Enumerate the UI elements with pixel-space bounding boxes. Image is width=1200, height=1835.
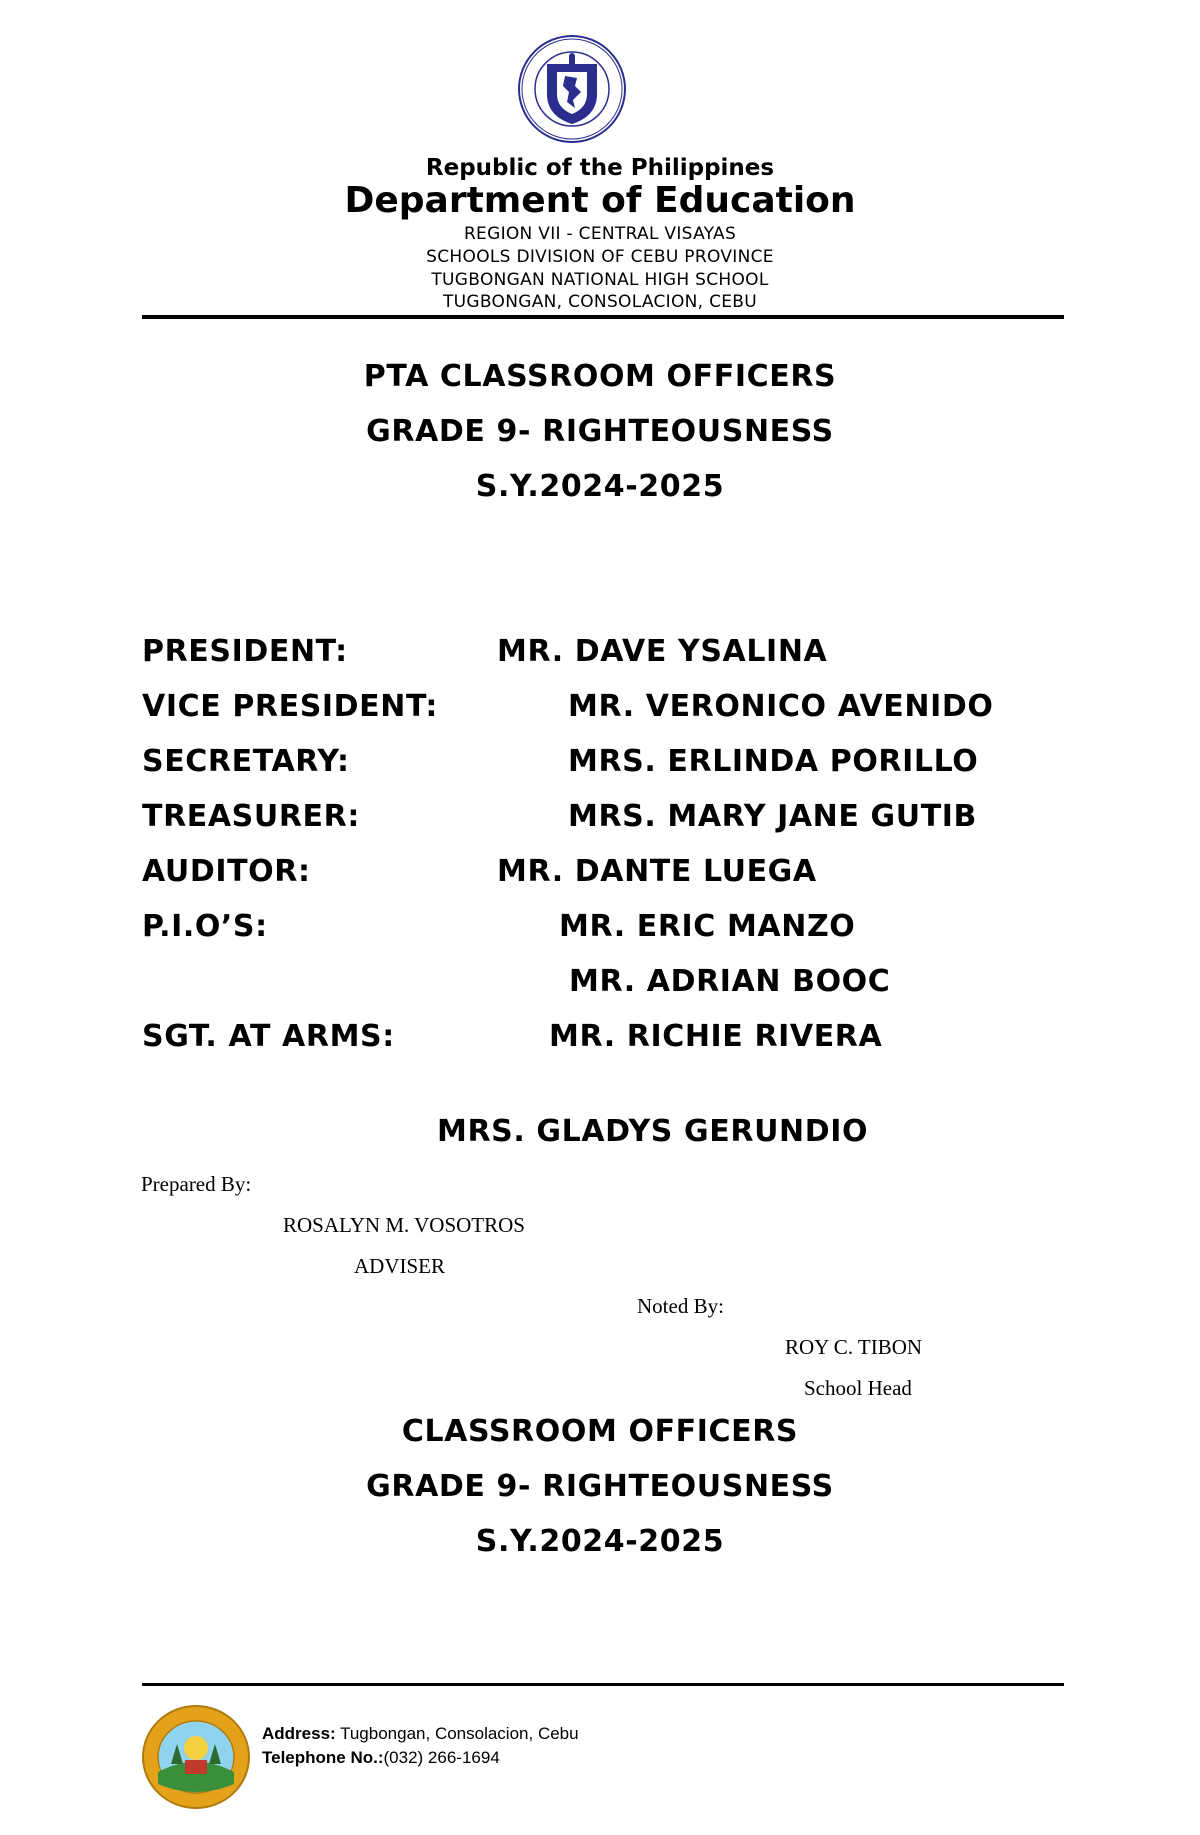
noted-by-label: Noted By:: [637, 1294, 724, 1318]
officer-name: MR. ERIC MANZO: [559, 909, 856, 944]
officer-role: SGT. AT ARMS:: [142, 1019, 395, 1054]
republic-heading: Republic of the Philippines: [425, 155, 775, 181]
telephone-value: (032) 266-1694: [383, 1748, 500, 1767]
school-logo: [141, 1704, 251, 1810]
footer-telephone: [262, 1748, 500, 1768]
officer-role: TREASURER:: [142, 799, 360, 834]
officer-name: MRS. ERLINDA PORILLO: [568, 744, 979, 779]
officer-name: MR. DANTE LUEGA: [497, 854, 817, 889]
deped-seal-logo: [517, 34, 627, 144]
title2-line-2: GRADE 9- RIGHTEOUSNESS: [366, 1469, 834, 1504]
officer-role: SECRETARY:: [142, 744, 350, 779]
noted-by-name: ROY C. TIBON: [785, 1335, 923, 1359]
title-line-1: PTA CLASSROOM OFFICERS: [363, 359, 837, 394]
officer-role: P.I.O’S:: [142, 909, 268, 944]
title-line-2: GRADE 9- RIGHTEOUSNESS: [366, 414, 834, 449]
title-line-3: S.Y.2024-2025: [475, 469, 725, 504]
officer-role: PRESIDENT:: [142, 634, 348, 669]
officer-role: AUDITOR:: [142, 854, 311, 889]
extra-officer-name: MRS. GLADYS GERUNDIO: [437, 1114, 869, 1149]
officer-name: MR. RICHIE RIVERA: [549, 1019, 883, 1054]
school-line: TUGBONGAN NATIONAL HIGH SCHOOL: [431, 270, 769, 290]
officer-name: MR. ADRIAN BOOC: [569, 964, 891, 999]
officer-name: MR. DAVE YSALINA: [497, 634, 828, 669]
telephone-label: Telephone No.:: [262, 1748, 384, 1767]
location-line: TUGBONGAN, CONSOLACION, CEBU: [442, 292, 758, 312]
officer-role: VICE PRESIDENT:: [142, 689, 439, 724]
title2-line-1: CLASSROOM OFFICERS: [401, 1414, 799, 1449]
prepared-by-label: Prepared By:: [141, 1172, 252, 1196]
footer-address: [262, 1724, 579, 1744]
division-line: SCHOOLS DIVISION OF CEBU PROVINCE: [426, 247, 774, 267]
footer-divider: [142, 1683, 1064, 1686]
prepared-by-title: ADVISER: [354, 1254, 446, 1278]
region-line: REGION VII - CENTRAL VISAYAS: [463, 224, 737, 244]
noted-by-title: School Head: [804, 1376, 912, 1400]
address-value: Tugbongan, Consolacion, Cebu: [335, 1724, 579, 1743]
officer-name: MR. VERONICO AVENIDO: [568, 689, 994, 724]
officer-name: MRS. MARY JANE GUTIB: [568, 799, 978, 834]
department-heading: Department of Education: [344, 180, 856, 221]
address-label: Address:: [262, 1724, 336, 1743]
title2-line-3: S.Y.2024-2025: [475, 1524, 725, 1559]
header-divider: [142, 315, 1064, 319]
prepared-by-name: ROSALYN M. VOSOTROS: [283, 1213, 525, 1237]
